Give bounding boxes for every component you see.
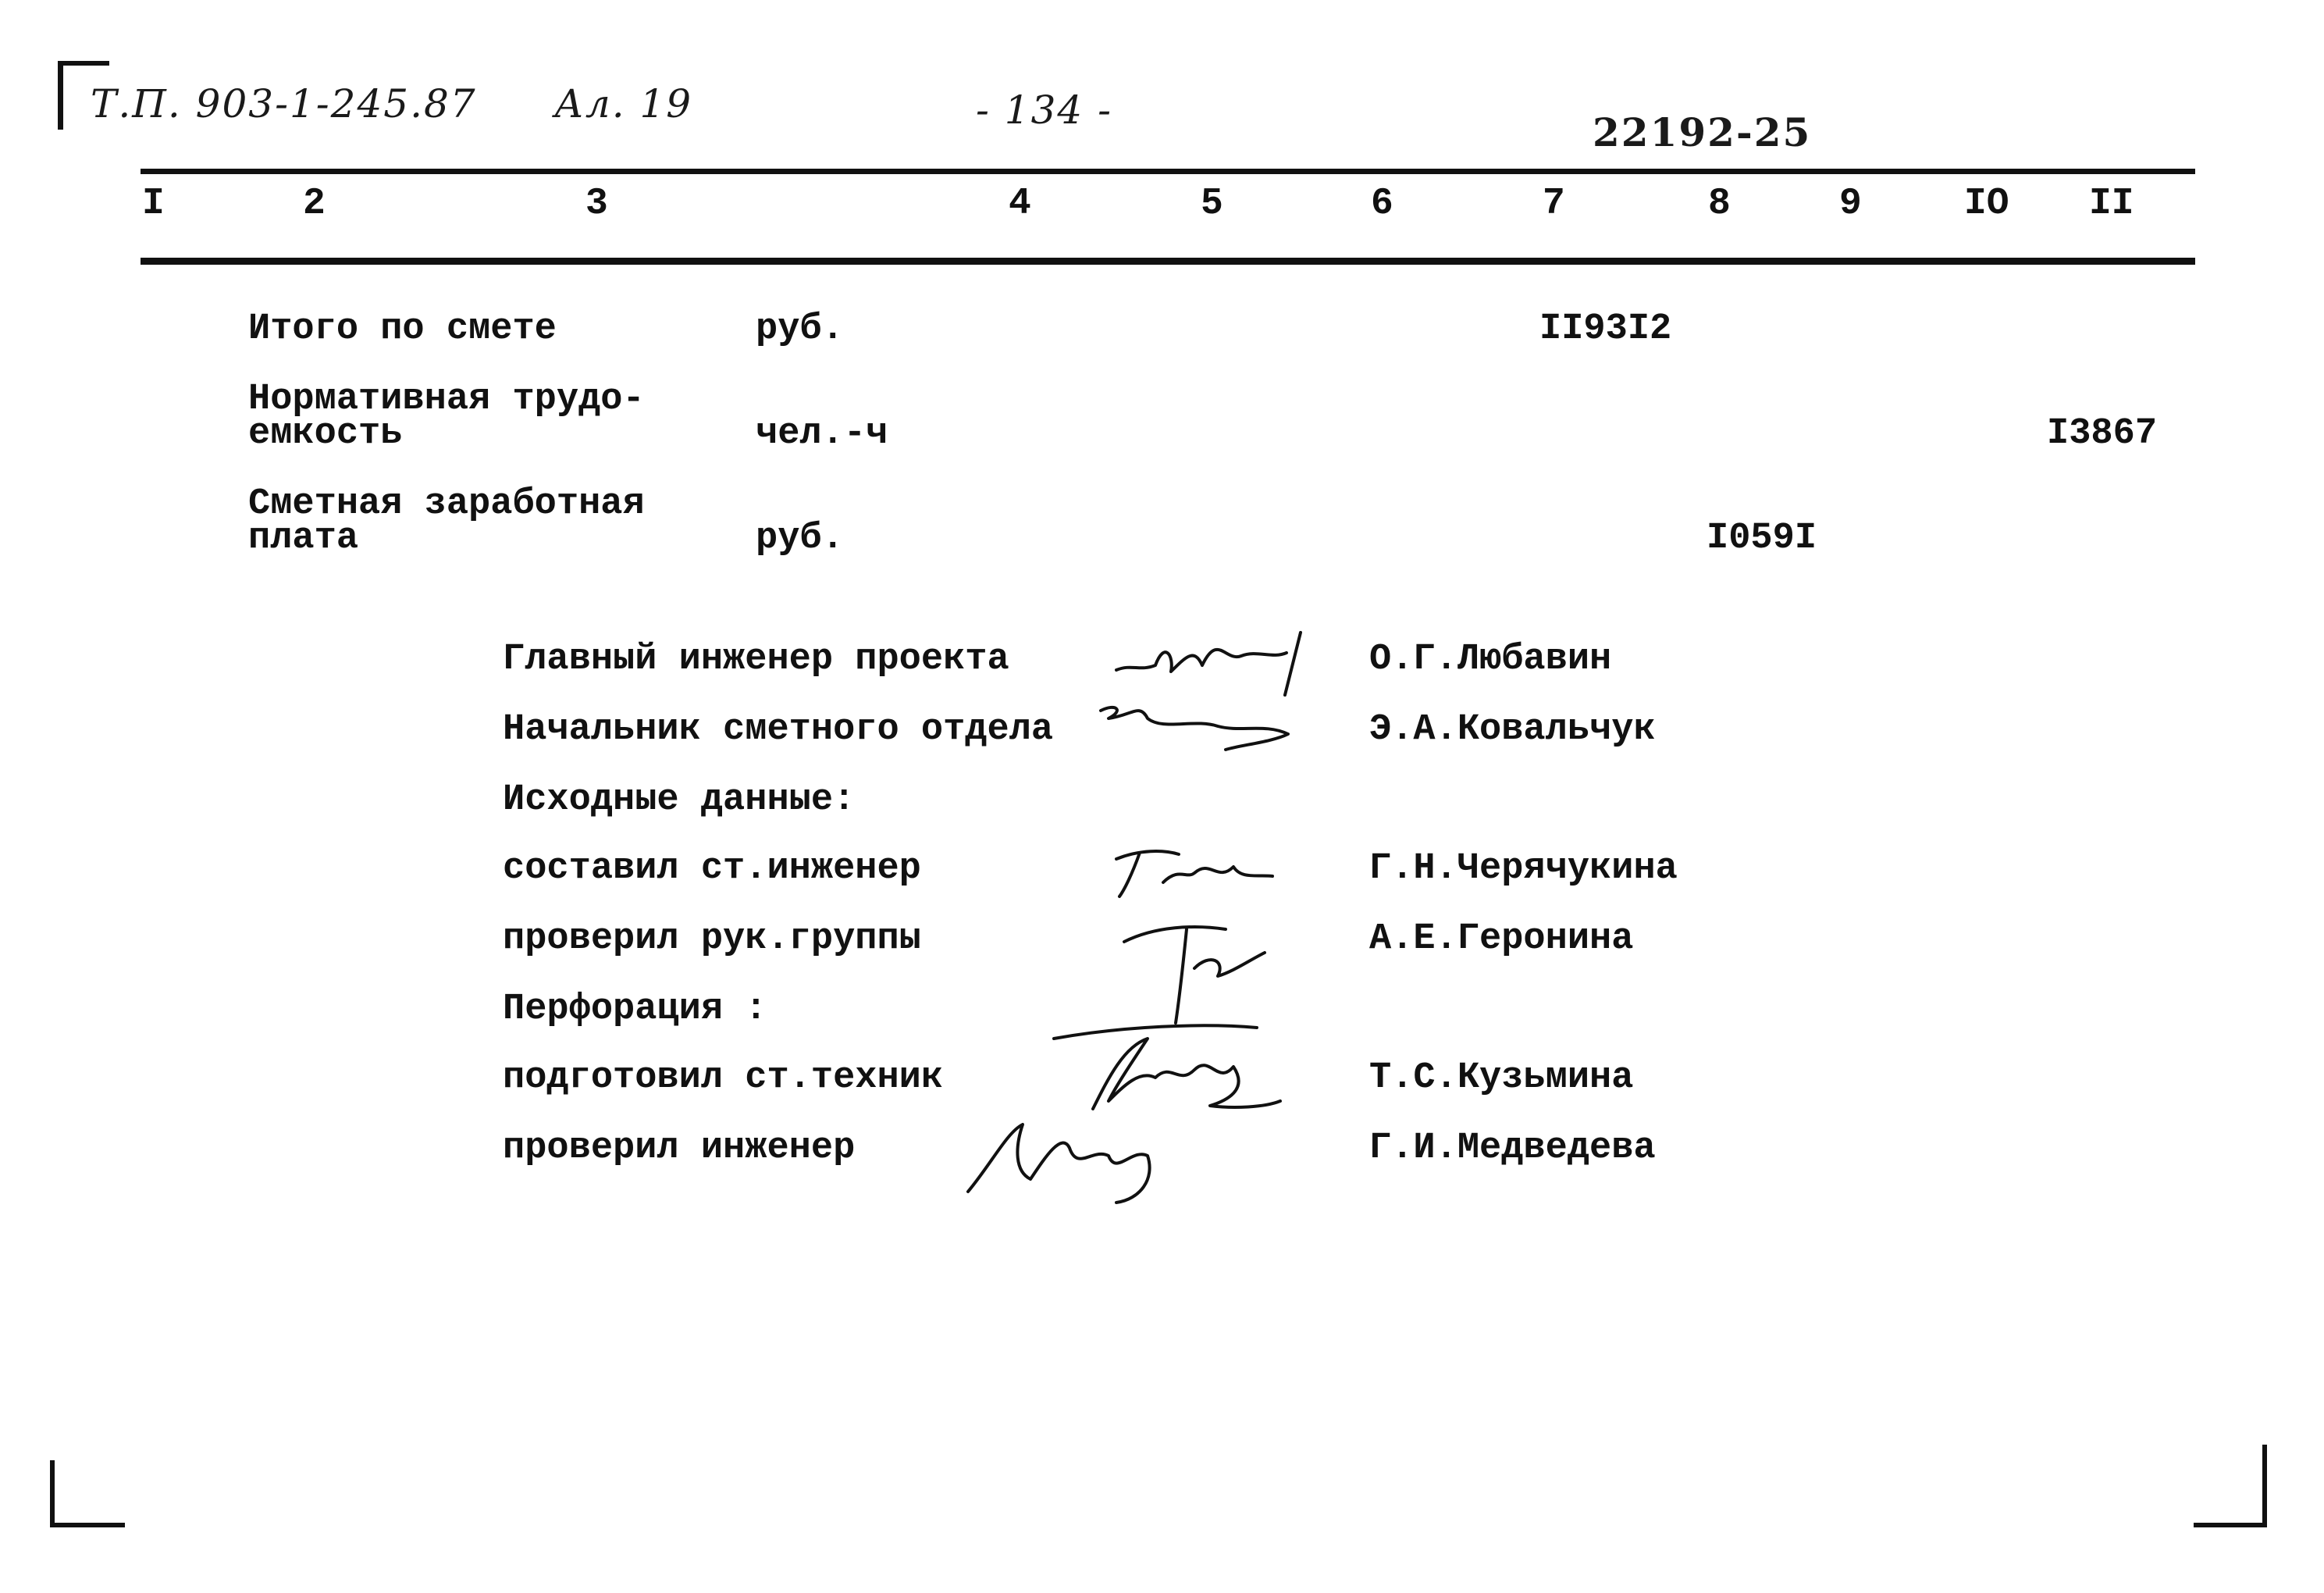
total-row-label-line: емкость <box>248 413 403 454</box>
column-number: 3 <box>585 183 608 225</box>
total-row-value: I059I <box>1707 518 1817 559</box>
column-number: IO <box>1964 183 2009 225</box>
column-number: 4 <box>1009 183 1031 225</box>
total-row-unit: чел.-ч <box>756 413 888 454</box>
column-number: 8 <box>1708 183 1731 225</box>
signatory-name: Г.Н.Черячукина <box>1369 848 1678 889</box>
page-number: - 134 - <box>976 87 1113 133</box>
header-bottom-rule <box>141 258 2195 265</box>
column-number: 7 <box>1543 183 1565 225</box>
signature-role: проверил инженер <box>503 1128 856 1169</box>
total-row-unit: руб. <box>756 308 844 350</box>
signatory-name: А.Е.Геронина <box>1369 918 1634 960</box>
sheet-code: 22192-25 <box>1593 109 1812 155</box>
total-row-label <box>248 308 557 350</box>
doc-code: Т.П. 903-1-245.87 <box>91 81 477 127</box>
signature-role: подготовил ст.техник <box>503 1057 944 1099</box>
signature-scribble <box>960 1101 1194 1210</box>
corner-mark-bottom-left-vertical <box>50 1460 55 1527</box>
corner-mark-bottom-left-horizontal <box>50 1523 125 1527</box>
total-row-label-line: Нормативная трудо- <box>248 379 645 420</box>
total-row-unit: руб. <box>756 518 844 559</box>
signatory-name: О.Г.Любавин <box>1369 639 1612 680</box>
total-row-label <box>248 379 645 454</box>
corner-mark-top-left-horizontal <box>58 61 109 66</box>
column-number: I <box>142 183 165 225</box>
signatory-name: Г.И.Медведева <box>1369 1128 1656 1169</box>
album-number: Ал. 19 <box>554 81 693 127</box>
column-number: 2 <box>303 183 326 225</box>
signature-role: Начальник сметного отдела <box>503 709 1054 750</box>
header-top-rule <box>141 169 2195 174</box>
total-row-value: II93I2 <box>1539 308 1672 350</box>
column-number: II <box>2089 183 2134 225</box>
signature-role: Главный инженер проекта <box>503 639 1009 680</box>
signature-role: проверил рук.группы <box>503 918 921 960</box>
column-number: 6 <box>1371 183 1393 225</box>
signature-scribble <box>1109 836 1280 906</box>
total-row-label-line: Сметная заработная <box>248 483 645 525</box>
column-number: 5 <box>1201 183 1223 225</box>
corner-mark-bottom-right-horizontal <box>2194 1523 2267 1527</box>
column-number: 9 <box>1839 183 1862 225</box>
section-heading: Перфорация : <box>503 989 767 1030</box>
total-row-value: I3867 <box>2047 413 2158 454</box>
signatory-name: Т.С.Кузьмина <box>1369 1057 1634 1099</box>
section-heading: Исходные данные: <box>503 779 856 821</box>
signature-role: составил ст.инженер <box>503 848 921 889</box>
signature-scribble <box>1085 687 1319 757</box>
corner-mark-bottom-right-vertical <box>2262 1445 2267 1527</box>
corner-mark-top-left-vertical <box>58 61 63 130</box>
signatory-name: Э.А.Ковальчук <box>1369 709 1656 750</box>
total-row-label <box>248 483 645 559</box>
total-row-label-line: Итого по смете <box>248 308 557 350</box>
total-row-label-line: плата <box>248 518 359 559</box>
